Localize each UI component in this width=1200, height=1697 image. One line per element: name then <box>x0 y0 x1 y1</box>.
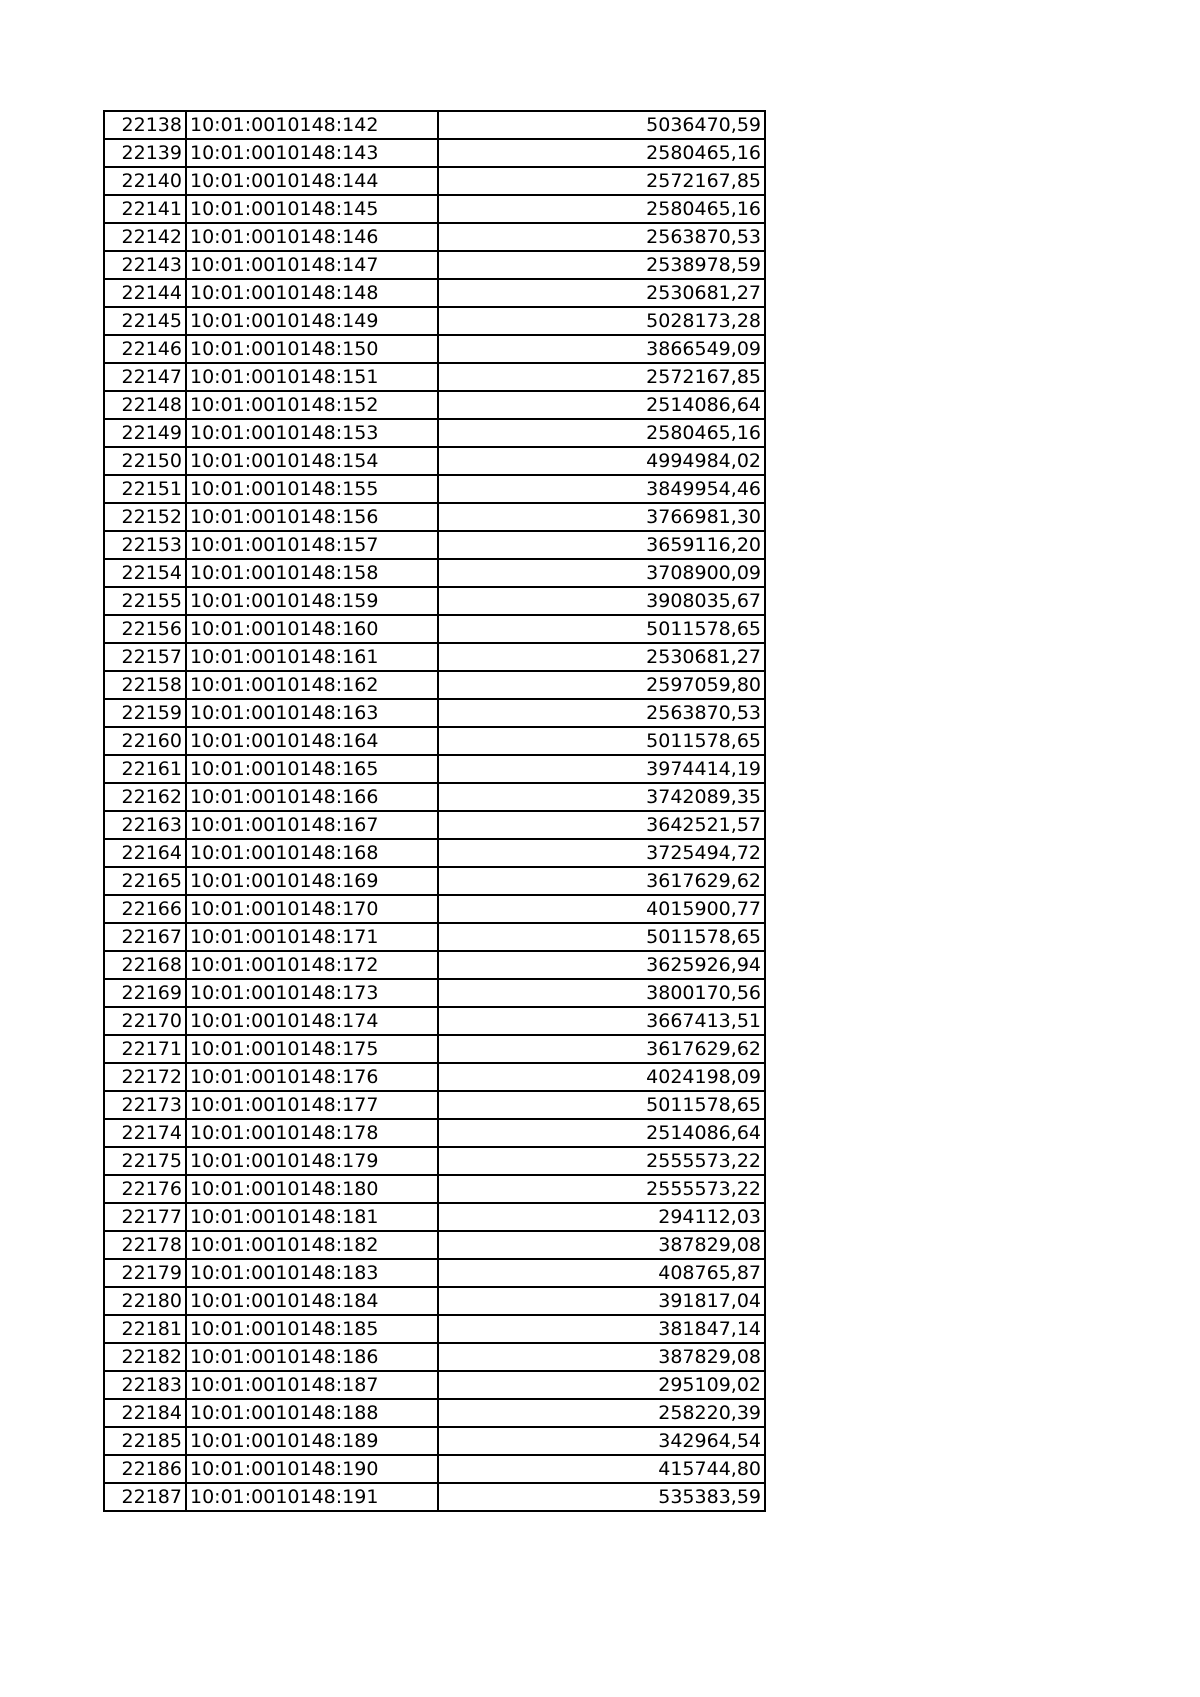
row-number-cell: 22161 <box>104 755 186 783</box>
table-body <box>104 111 765 1511</box>
value-cell: 3866549,09 <box>438 335 765 363</box>
cadastral-number-cell: 10:01:0010148:180 <box>186 1175 438 1203</box>
value-cell: 3908035,67 <box>438 587 765 615</box>
cadastral-number-cell: 10:01:0010148:148 <box>186 279 438 307</box>
cadastral-number-cell: 10:01:0010148:181 <box>186 1203 438 1231</box>
value-cell: 5028173,28 <box>438 307 765 335</box>
table-row <box>104 1259 765 1287</box>
cadastral-number-cell: 10:01:0010148:152 <box>186 391 438 419</box>
row-number-cell: 22155 <box>104 587 186 615</box>
value-cell: 2555573,22 <box>438 1175 765 1203</box>
value-cell: 4994984,02 <box>438 447 765 475</box>
cadastral-number-cell: 10:01:0010148:160 <box>186 615 438 643</box>
table-row <box>104 1287 765 1315</box>
row-number-cell: 22172 <box>104 1063 186 1091</box>
cadastral-number-cell: 10:01:0010148:188 <box>186 1399 438 1427</box>
row-number-cell: 22185 <box>104 1427 186 1455</box>
value-cell: 408765,87 <box>438 1259 765 1287</box>
value-cell: 2572167,85 <box>438 363 765 391</box>
table-row <box>104 671 765 699</box>
row-number-cell: 22167 <box>104 923 186 951</box>
cadastral-number-cell: 10:01:0010148:158 <box>186 559 438 587</box>
value-cell: 294112,03 <box>438 1203 765 1231</box>
row-number-cell: 22159 <box>104 699 186 727</box>
value-cell: 3766981,30 <box>438 503 765 531</box>
row-number-cell: 22179 <box>104 1259 186 1287</box>
row-number-cell: 22160 <box>104 727 186 755</box>
cadastral-number-cell: 10:01:0010148:168 <box>186 839 438 867</box>
row-number-cell: 22165 <box>104 867 186 895</box>
table-row <box>104 951 765 979</box>
row-number-cell: 22141 <box>104 195 186 223</box>
table-row <box>104 867 765 895</box>
cadastral-number-cell: 10:01:0010148:150 <box>186 335 438 363</box>
value-cell: 2572167,85 <box>438 167 765 195</box>
row-number-cell: 22153 <box>104 531 186 559</box>
row-number-cell: 22139 <box>104 139 186 167</box>
cadastral-number-cell: 10:01:0010148:183 <box>186 1259 438 1287</box>
value-cell: 295109,02 <box>438 1371 765 1399</box>
value-cell: 535383,59 <box>438 1483 765 1511</box>
value-cell: 381847,14 <box>438 1315 765 1343</box>
table-row <box>104 307 765 335</box>
table-row <box>104 139 765 167</box>
row-number-cell: 22151 <box>104 475 186 503</box>
cadastral-number-cell: 10:01:0010148:146 <box>186 223 438 251</box>
table-row <box>104 1483 765 1511</box>
cadastral-number-cell: 10:01:0010148:165 <box>186 755 438 783</box>
row-number-cell: 22187 <box>104 1483 186 1511</box>
value-cell: 3617629,62 <box>438 1035 765 1063</box>
row-number-cell: 22145 <box>104 307 186 335</box>
row-number-cell: 22144 <box>104 279 186 307</box>
row-number-cell: 22140 <box>104 167 186 195</box>
value-cell: 387829,08 <box>438 1343 765 1371</box>
cadastral-number-cell: 10:01:0010148:161 <box>186 643 438 671</box>
value-cell: 342964,54 <box>438 1427 765 1455</box>
value-cell: 391817,04 <box>438 1287 765 1315</box>
row-number-cell: 22170 <box>104 1007 186 1035</box>
value-cell: 2580465,16 <box>438 195 765 223</box>
table-row <box>104 895 765 923</box>
value-cell: 3725494,72 <box>438 839 765 867</box>
cadastral-number-cell: 10:01:0010148:149 <box>186 307 438 335</box>
cadastral-number-cell: 10:01:0010148:144 <box>186 167 438 195</box>
row-number-cell: 22176 <box>104 1175 186 1203</box>
value-cell: 5011578,65 <box>438 727 765 755</box>
table-row <box>104 783 765 811</box>
table-row <box>104 391 765 419</box>
cadastral-number-cell: 10:01:0010148:178 <box>186 1119 438 1147</box>
table-row <box>104 531 765 559</box>
row-number-cell: 22164 <box>104 839 186 867</box>
cadastral-number-cell: 10:01:0010148:145 <box>186 195 438 223</box>
table-row <box>104 811 765 839</box>
table-row <box>104 111 765 139</box>
table-row <box>104 195 765 223</box>
cadastral-number-cell: 10:01:0010148:155 <box>186 475 438 503</box>
value-cell: 3667413,51 <box>438 1007 765 1035</box>
cadastral-number-cell: 10:01:0010148:173 <box>186 979 438 1007</box>
value-cell: 415744,80 <box>438 1455 765 1483</box>
table-row <box>104 643 765 671</box>
row-number-cell: 22146 <box>104 335 186 363</box>
row-number-cell: 22173 <box>104 1091 186 1119</box>
table-row <box>104 1175 765 1203</box>
value-cell: 3617629,62 <box>438 867 765 895</box>
row-number-cell: 22148 <box>104 391 186 419</box>
row-number-cell: 22138 <box>104 111 186 139</box>
table-row <box>104 1147 765 1175</box>
cadastral-number-cell: 10:01:0010148:162 <box>186 671 438 699</box>
cadastral-number-cell: 10:01:0010148:156 <box>186 503 438 531</box>
row-number-cell: 22174 <box>104 1119 186 1147</box>
cadastral-number-cell: 10:01:0010148:170 <box>186 895 438 923</box>
table-row <box>104 1343 765 1371</box>
cadastral-number-cell: 10:01:0010148:157 <box>186 531 438 559</box>
cadastral-number-cell: 10:01:0010148:154 <box>186 447 438 475</box>
cadastral-number-cell: 10:01:0010148:151 <box>186 363 438 391</box>
cadastral-number-cell: 10:01:0010148:182 <box>186 1231 438 1259</box>
table-row <box>104 251 765 279</box>
row-number-cell: 22158 <box>104 671 186 699</box>
value-cell: 2563870,53 <box>438 699 765 727</box>
value-cell: 2597059,80 <box>438 671 765 699</box>
cadastral-number-cell: 10:01:0010148:166 <box>186 783 438 811</box>
value-cell: 2514086,64 <box>438 391 765 419</box>
row-number-cell: 22162 <box>104 783 186 811</box>
row-number-cell: 22180 <box>104 1287 186 1315</box>
cadastral-number-cell: 10:01:0010148:159 <box>186 587 438 615</box>
table-row <box>104 839 765 867</box>
cadastral-number-cell: 10:01:0010148:172 <box>186 951 438 979</box>
row-number-cell: 22150 <box>104 447 186 475</box>
cadastral-number-cell: 10:01:0010148:142 <box>186 111 438 139</box>
cadastral-number-cell: 10:01:0010148:174 <box>186 1007 438 1035</box>
table-row <box>104 1091 765 1119</box>
row-number-cell: 22182 <box>104 1343 186 1371</box>
cadastral-number-cell: 10:01:0010148:167 <box>186 811 438 839</box>
value-cell: 2530681,27 <box>438 643 765 671</box>
value-cell: 3742089,35 <box>438 783 765 811</box>
value-cell: 5036470,59 <box>438 111 765 139</box>
table-row <box>104 419 765 447</box>
table-row <box>104 223 765 251</box>
value-cell: 3800170,56 <box>438 979 765 1007</box>
cadastral-number-cell: 10:01:0010148:147 <box>186 251 438 279</box>
table-row <box>104 279 765 307</box>
table-row <box>104 1315 765 1343</box>
value-cell: 3642521,57 <box>438 811 765 839</box>
row-number-cell: 22184 <box>104 1399 186 1427</box>
cadastral-number-cell: 10:01:0010148:143 <box>186 139 438 167</box>
value-cell: 2580465,16 <box>438 139 765 167</box>
row-number-cell: 22157 <box>104 643 186 671</box>
cadastral-number-cell: 10:01:0010148:186 <box>186 1343 438 1371</box>
table-row <box>104 1035 765 1063</box>
table-row <box>104 475 765 503</box>
cadastral-number-cell: 10:01:0010148:184 <box>186 1287 438 1315</box>
row-number-cell: 22177 <box>104 1203 186 1231</box>
value-cell: 3625926,94 <box>438 951 765 979</box>
table-row <box>104 587 765 615</box>
cadastral-number-cell: 10:01:0010148:153 <box>186 419 438 447</box>
row-number-cell: 22183 <box>104 1371 186 1399</box>
value-cell: 3974414,19 <box>438 755 765 783</box>
cadastral-number-cell: 10:01:0010148:189 <box>186 1427 438 1455</box>
value-cell: 258220,39 <box>438 1399 765 1427</box>
value-cell: 2563870,53 <box>438 223 765 251</box>
value-cell: 2555573,22 <box>438 1147 765 1175</box>
table-row <box>104 699 765 727</box>
row-number-cell: 22149 <box>104 419 186 447</box>
cadastral-number-cell: 10:01:0010148:169 <box>186 867 438 895</box>
row-number-cell: 22181 <box>104 1315 186 1343</box>
row-number-cell: 22163 <box>104 811 186 839</box>
row-number-cell: 22143 <box>104 251 186 279</box>
table-row <box>104 503 765 531</box>
value-cell: 2580465,16 <box>438 419 765 447</box>
value-cell: 4024198,09 <box>438 1063 765 1091</box>
row-number-cell: 22142 <box>104 223 186 251</box>
table-row <box>104 755 765 783</box>
table-row <box>104 727 765 755</box>
value-cell: 5011578,65 <box>438 615 765 643</box>
row-number-cell: 22147 <box>104 363 186 391</box>
row-number-cell: 22186 <box>104 1455 186 1483</box>
table-row <box>104 923 765 951</box>
table-row <box>104 1063 765 1091</box>
table-row <box>104 1119 765 1147</box>
row-number-cell: 22175 <box>104 1147 186 1175</box>
table-row <box>104 1203 765 1231</box>
table-row <box>104 1455 765 1483</box>
value-cell: 2538978,59 <box>438 251 765 279</box>
table-row <box>104 335 765 363</box>
row-number-cell: 22166 <box>104 895 186 923</box>
cadastral-number-cell: 10:01:0010148:176 <box>186 1063 438 1091</box>
cadastral-number-cell: 10:01:0010148:163 <box>186 699 438 727</box>
row-number-cell: 22178 <box>104 1231 186 1259</box>
value-cell: 2514086,64 <box>438 1119 765 1147</box>
cadastral-number-cell: 10:01:0010148:179 <box>186 1147 438 1175</box>
table-row <box>104 615 765 643</box>
table-row <box>104 363 765 391</box>
cadastral-number-cell: 10:01:0010148:171 <box>186 923 438 951</box>
cadastral-number-cell: 10:01:0010148:187 <box>186 1371 438 1399</box>
value-cell: 5011578,65 <box>438 1091 765 1119</box>
cadastral-number-cell: 10:01:0010148:190 <box>186 1455 438 1483</box>
table-row <box>104 559 765 587</box>
row-number-cell: 22168 <box>104 951 186 979</box>
cadastral-number-cell: 10:01:0010148:185 <box>186 1315 438 1343</box>
row-number-cell: 22171 <box>104 1035 186 1063</box>
value-cell: 5011578,65 <box>438 923 765 951</box>
value-cell: 387829,08 <box>438 1231 765 1259</box>
cadastral-number-cell: 10:01:0010148:164 <box>186 727 438 755</box>
table-row <box>104 167 765 195</box>
value-cell: 3849954,46 <box>438 475 765 503</box>
value-cell: 3708900,09 <box>438 559 765 587</box>
cadastral-number-cell: 10:01:0010148:175 <box>186 1035 438 1063</box>
cadastral-value-table <box>103 110 766 1512</box>
row-number-cell: 22154 <box>104 559 186 587</box>
row-number-cell: 22152 <box>104 503 186 531</box>
value-cell: 2530681,27 <box>438 279 765 307</box>
table-row <box>104 1371 765 1399</box>
cadastral-number-cell: 10:01:0010148:177 <box>186 1091 438 1119</box>
table-row <box>104 1399 765 1427</box>
table-row <box>104 1231 765 1259</box>
row-number-cell: 22156 <box>104 615 186 643</box>
table-row <box>104 1427 765 1455</box>
cadastral-number-cell: 10:01:0010148:191 <box>186 1483 438 1511</box>
table-row <box>104 447 765 475</box>
table-row <box>104 979 765 1007</box>
value-cell: 4015900,77 <box>438 895 765 923</box>
table-row <box>104 1007 765 1035</box>
row-number-cell: 22169 <box>104 979 186 1007</box>
value-cell: 3659116,20 <box>438 531 765 559</box>
